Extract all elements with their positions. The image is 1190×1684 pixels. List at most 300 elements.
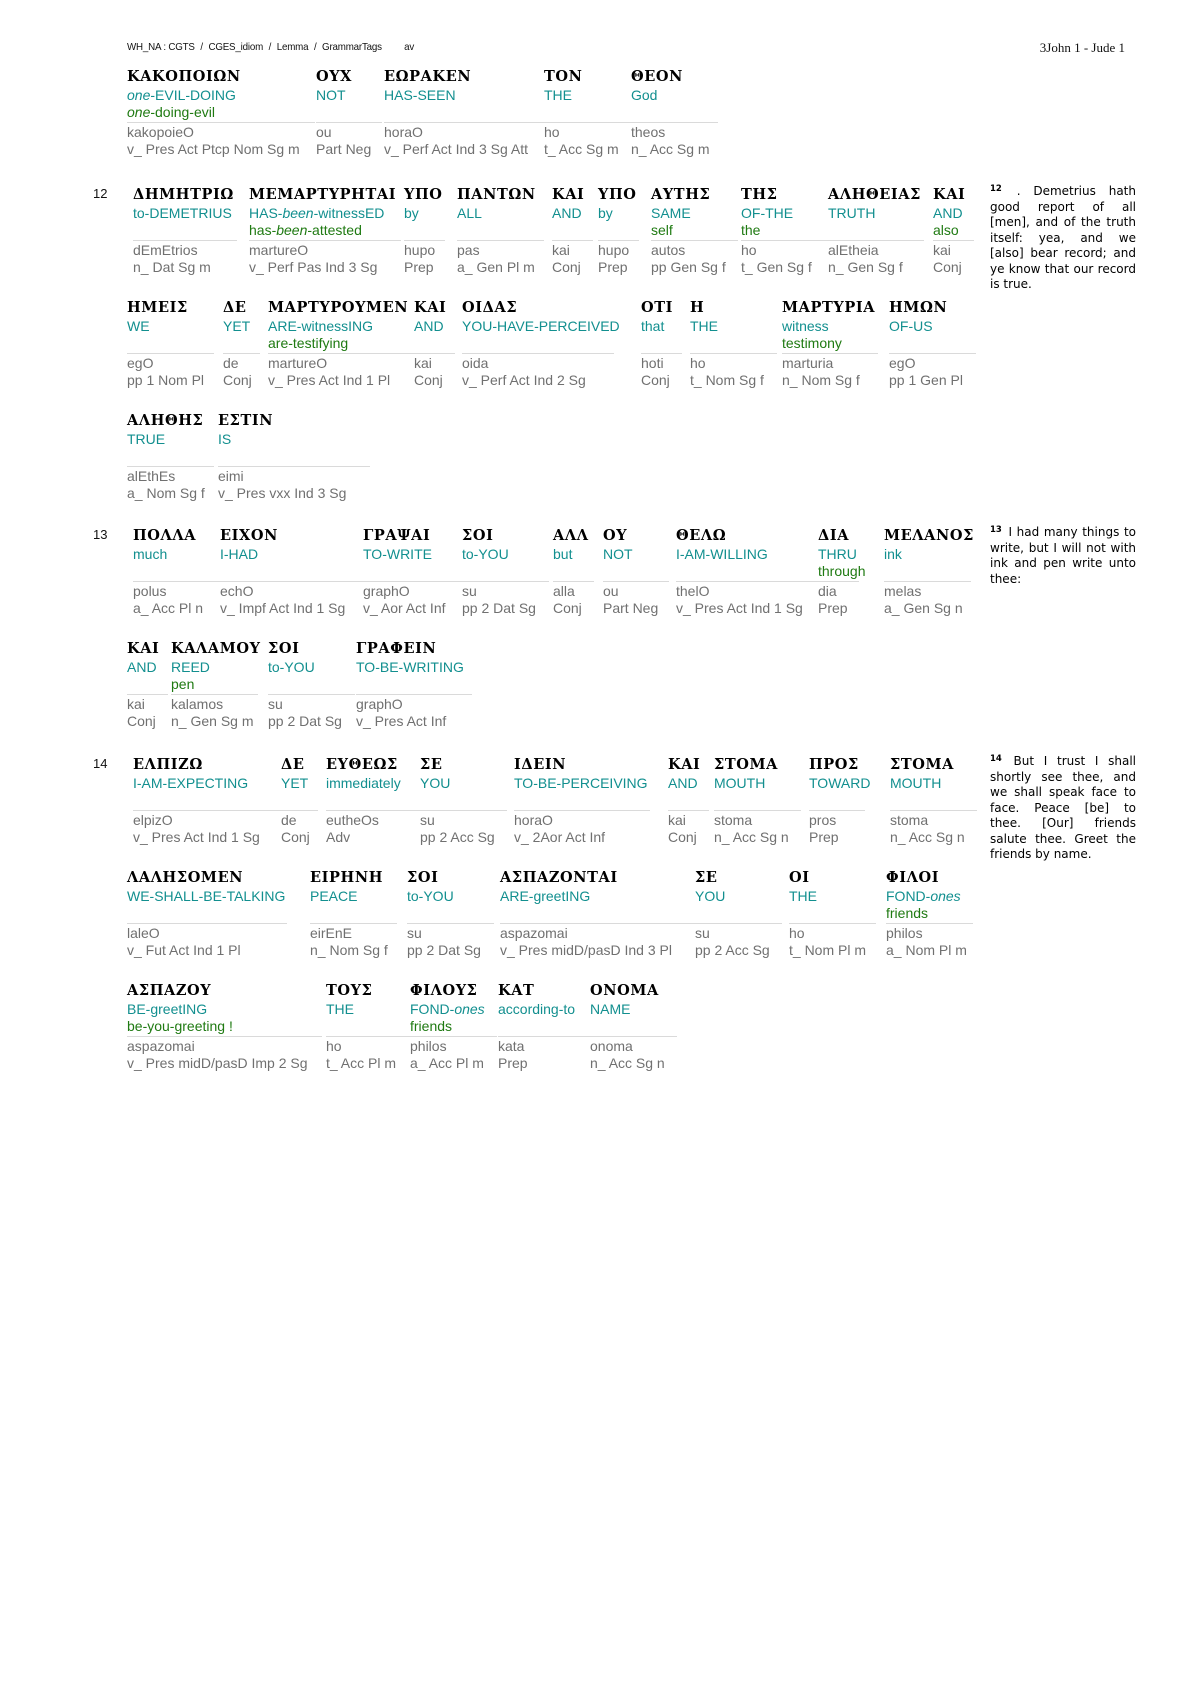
word-column xyxy=(552,186,593,276)
greek-word: ΑΣΠΑΖΟΝΤΑΙ xyxy=(500,869,618,886)
literal-gloss: OF-THE xyxy=(741,205,794,221)
greek-word: ΙΔΕΙΝ xyxy=(514,756,567,773)
gloss-divider xyxy=(462,353,614,354)
greek-word: ΕΥΘΕΩΣ xyxy=(326,756,398,773)
gloss-divider xyxy=(404,240,445,241)
word-column xyxy=(249,186,401,276)
lemma: horaO xyxy=(384,124,423,140)
idiomatic-gloss xyxy=(363,563,472,580)
lemma: echO xyxy=(220,583,254,599)
greek-word: ΚΑΛΑΜΟΥ xyxy=(171,640,261,657)
literal-gloss: WE xyxy=(127,318,150,334)
lemma: elpizO xyxy=(133,812,173,828)
idiomatic-gloss xyxy=(133,222,237,239)
grammar-tag: n_ Gen Sg f xyxy=(828,259,903,275)
word-column xyxy=(809,756,870,846)
grammar-tag: pp 2 Dat Sg xyxy=(407,942,481,958)
word-column xyxy=(127,640,168,730)
word-column xyxy=(553,527,594,617)
lemma: martureO xyxy=(249,242,309,258)
lemma: laleO xyxy=(127,925,160,941)
idiomatic-gloss xyxy=(127,676,168,693)
lemma: kalamos xyxy=(171,696,224,712)
gloss-divider xyxy=(407,923,494,924)
literal-gloss: immediately xyxy=(326,775,401,791)
greek-word: ΕΙΡΗΝΗ xyxy=(310,869,383,886)
lemma: dia xyxy=(818,583,837,599)
grammar-tag: pp 2 Dat Sg xyxy=(462,600,536,616)
gloss-divider xyxy=(590,1036,677,1037)
word-column xyxy=(544,68,631,158)
english-text: I had many things to write, but I will not with ink and pen write unto thee: xyxy=(990,525,1136,586)
idiomatic-gloss xyxy=(603,563,669,580)
interlinear-line xyxy=(0,869,980,979)
lemma: hupo xyxy=(404,242,436,258)
greek-word: ΚΑΙ xyxy=(552,186,585,203)
word-column xyxy=(404,186,445,276)
gloss-divider xyxy=(127,122,315,123)
interlinear-line xyxy=(0,982,980,1092)
grammar-tag: Prep xyxy=(809,829,839,845)
greek-word: ΔΕ xyxy=(223,299,247,316)
literal-gloss: NOT xyxy=(316,87,346,103)
lemma: graphO xyxy=(363,583,410,599)
lemma: martureO xyxy=(268,355,328,371)
greek-word: ΣΟΙ xyxy=(268,640,300,657)
literal-gloss: AND xyxy=(933,205,963,221)
greek-word: Η xyxy=(690,299,705,316)
word-column xyxy=(789,869,876,959)
lemma: philos xyxy=(410,1038,447,1054)
idiomatic-gloss xyxy=(127,448,214,465)
idiomatic-gloss xyxy=(457,222,544,239)
greek-word: ΣΕ xyxy=(695,869,718,886)
greek-word: ΚΑΤ xyxy=(498,982,535,999)
lemma: melas xyxy=(884,583,922,599)
gloss-divider xyxy=(171,694,258,695)
lemma: ho xyxy=(789,925,805,941)
literal-gloss: TO-BE-WRITING xyxy=(356,659,464,675)
greek-word: ΣΟΙ xyxy=(462,527,494,544)
gloss-divider xyxy=(544,122,631,123)
gloss-divider xyxy=(500,923,695,924)
greek-word: ΑΛΛ xyxy=(553,527,589,544)
grammar-tag: t_ Gen Sg f xyxy=(741,259,812,275)
literal-gloss: I-AM-EXPECTING xyxy=(133,775,249,791)
greek-word: ΤΟΥΣ xyxy=(326,982,373,999)
literal-gloss: YOU xyxy=(695,888,726,904)
grammar-tag: pp 2 Acc Sg xyxy=(695,942,770,958)
grammar-tag: t_ Acc Pl m xyxy=(326,1055,397,1071)
idiomatic-gloss xyxy=(789,905,876,922)
word-column xyxy=(420,756,507,846)
idiomatic-gloss xyxy=(676,563,828,580)
gloss-divider xyxy=(741,240,828,241)
literal-gloss: that xyxy=(641,318,665,334)
greek-word: ΤΟΝ xyxy=(544,68,583,85)
idiomatic-gloss xyxy=(462,563,549,580)
idiomatic-gloss: friends xyxy=(886,905,929,921)
interlinear-line xyxy=(0,299,980,409)
lemma: stoma xyxy=(714,812,753,828)
literal-gloss: to-YOU xyxy=(407,888,454,904)
gloss-divider xyxy=(552,240,593,241)
lemma: egO xyxy=(889,355,916,371)
idiomatic-gloss xyxy=(414,335,455,352)
literal-gloss: TRUE xyxy=(127,431,166,447)
gloss-divider xyxy=(631,122,718,123)
grammar-tag: Conj xyxy=(281,829,310,845)
english-text: . Demetrius hath good report of all [men], and of the truth itself: yea, and we [also] bear record; and ye know that our record is true. xyxy=(990,184,1136,291)
lemma: autos xyxy=(651,242,686,258)
idiomatic-gloss xyxy=(544,104,631,121)
lemma: eimi xyxy=(218,468,244,484)
verse-number: 12 xyxy=(93,186,108,201)
grammar-tag: Conj xyxy=(223,372,252,388)
idiomatic-gloss xyxy=(281,792,318,809)
idiomatic-gloss xyxy=(631,104,718,121)
greek-word: ΜΑΡΤΥΡΟΥΜΕΝ xyxy=(268,299,409,316)
grammar-tag: n_ Dat Sg m xyxy=(133,259,211,275)
gloss-divider xyxy=(514,810,650,811)
grammar-tag: Prep xyxy=(818,600,848,616)
grammar-tag: n_ Nom Sg f xyxy=(310,942,388,958)
word-column xyxy=(676,527,828,617)
greek-word: ΕΩΡΑΚΕΝ xyxy=(384,68,472,85)
word-column xyxy=(316,68,382,158)
literal-gloss: TO-BE-PERCEIVING xyxy=(514,775,648,791)
word-column xyxy=(218,412,370,502)
word-column xyxy=(220,527,372,617)
literal-gloss: PEACE xyxy=(310,888,358,904)
literal-gloss: AND xyxy=(668,775,698,791)
greek-word: ΥΠΟ xyxy=(404,186,443,203)
word-column xyxy=(631,68,718,158)
grammar-tag: pp Gen Sg f xyxy=(651,259,726,275)
idiomatic-gloss: through xyxy=(818,563,866,579)
lemma: su xyxy=(462,583,477,599)
word-column xyxy=(818,527,865,617)
lemma: marturia xyxy=(782,355,834,371)
word-column xyxy=(782,299,878,389)
idiomatic-gloss: pen xyxy=(171,676,195,692)
lemma: ho xyxy=(326,1038,342,1054)
grammar-tag: a_ Gen Pl m xyxy=(457,259,535,275)
idiomatic-gloss xyxy=(127,905,287,922)
gloss-divider xyxy=(695,923,782,924)
literal-gloss: I-HAD xyxy=(220,546,259,562)
lemma: de xyxy=(281,812,297,828)
lemma: stoma xyxy=(890,812,929,828)
gloss-divider xyxy=(457,240,544,241)
gloss-divider xyxy=(641,353,682,354)
gloss-divider xyxy=(668,810,709,811)
grammar-tag: a_ Acc Pl m xyxy=(410,1055,484,1071)
gloss-divider xyxy=(127,923,287,924)
word-column xyxy=(884,527,974,617)
lemma: alEtheia xyxy=(828,242,879,258)
idiomatic-gloss xyxy=(641,335,682,352)
lemma: kakopoieO xyxy=(127,124,194,140)
lemma: oida xyxy=(462,355,489,371)
lemma: ho xyxy=(690,355,706,371)
grammar-tag: v_ Impf Act Ind 1 Sg xyxy=(220,600,346,616)
idiomatic-gloss xyxy=(462,335,620,352)
grammar-tag: v_ Pres Act Ind 1 Pl xyxy=(268,372,391,388)
lemma: su xyxy=(268,696,283,712)
greek-word: ΦΙΛΟΥΣ xyxy=(410,982,478,999)
literal-gloss: OF-US xyxy=(889,318,933,334)
word-column xyxy=(223,299,260,389)
literal-gloss: I-AM-WILLING xyxy=(676,546,768,562)
literal-gloss: SAME xyxy=(651,205,691,221)
grammar-tag: v_ Pres midD/pasD Ind 3 Pl xyxy=(500,942,672,958)
gloss-divider xyxy=(603,581,669,582)
greek-word: ΘΕΟΝ xyxy=(631,68,683,85)
greek-word: ΚΑΙ xyxy=(414,299,447,316)
greek-word: ΣΟΙ xyxy=(407,869,439,886)
word-column xyxy=(127,68,315,158)
word-column xyxy=(590,982,677,1072)
word-column xyxy=(127,412,214,502)
literal-gloss: TRUTH xyxy=(828,205,876,221)
greek-word: ΣΤΟΜΑ xyxy=(890,756,954,773)
gloss-divider xyxy=(933,240,974,241)
idiomatic-gloss: are-testifying xyxy=(268,335,349,351)
word-column xyxy=(462,299,620,389)
greek-word: ΕΛΠΙΖΩ xyxy=(133,756,203,773)
lemma: kai xyxy=(552,242,570,258)
literal-gloss: but xyxy=(553,546,573,562)
word-column xyxy=(407,869,494,959)
lemma: philos xyxy=(886,925,923,941)
greek-word: ΑΥΤΗΣ xyxy=(651,186,711,203)
gloss-divider xyxy=(281,810,318,811)
word-column xyxy=(384,68,565,158)
gloss-divider xyxy=(133,810,285,811)
grammar-tag: n_ Acc Sg n xyxy=(714,829,789,845)
word-column xyxy=(326,982,413,1072)
grammar-tag: Conj xyxy=(127,713,156,729)
greek-word: ΗΜΕΙΣ xyxy=(127,299,188,316)
grammar-tag: Part Neg xyxy=(603,600,659,616)
idiomatic-gloss xyxy=(326,792,422,809)
lemma: su xyxy=(420,812,435,828)
lemma: onoma xyxy=(590,1038,633,1054)
gloss-divider xyxy=(356,694,472,695)
literal-gloss: THE xyxy=(544,87,572,103)
literal-gloss: NAME xyxy=(590,1001,631,1017)
gloss-divider xyxy=(889,353,976,354)
interlinear-line xyxy=(0,68,980,178)
lemma: su xyxy=(695,925,710,941)
gloss-divider xyxy=(127,353,214,354)
literal-gloss: HAS-SEEN xyxy=(384,87,456,103)
literal-gloss: to-YOU xyxy=(462,546,509,562)
gloss-divider xyxy=(890,810,977,811)
literal-gloss: much xyxy=(133,546,168,562)
lemma: pas xyxy=(457,242,480,258)
grammar-tag: v_ Pres Act Inf xyxy=(356,713,447,729)
literal-gloss: TOWARD xyxy=(809,775,871,791)
gloss-divider xyxy=(363,581,472,582)
gloss-divider xyxy=(828,240,924,241)
grammar-tag: pp 1 Gen Pl xyxy=(889,372,963,388)
gloss-divider xyxy=(886,923,973,924)
interlinear-line xyxy=(0,412,980,522)
grammar-tag: a_ Nom Pl m xyxy=(886,942,967,958)
literal-gloss: AND xyxy=(414,318,444,334)
gloss-divider xyxy=(410,1036,497,1037)
verse-number: 13 xyxy=(93,527,108,542)
header-label-text: WH_NA : CGTS xyxy=(127,41,195,53)
greek-word: ΟΥ xyxy=(603,527,628,544)
greek-word: ΠΟΛΛΑ xyxy=(133,527,197,544)
greek-word: ΣΕ xyxy=(420,756,443,773)
lemma: eirEnE xyxy=(310,925,353,941)
grammar-tag: pp 2 Dat Sg xyxy=(268,713,342,729)
idiomatic-gloss xyxy=(498,1018,602,1035)
lemma: ho xyxy=(741,242,757,258)
gloss-divider xyxy=(676,581,828,582)
greek-word: ΚΑΙ xyxy=(127,640,160,657)
english-translation xyxy=(990,754,1136,863)
interlinear-line xyxy=(0,186,980,296)
gloss-divider xyxy=(884,581,971,582)
lemma: kai xyxy=(414,355,432,371)
lemma: de xyxy=(223,355,239,371)
word-column xyxy=(414,299,455,389)
literal-gloss: REED xyxy=(171,659,210,675)
gloss-divider xyxy=(133,581,220,582)
english-verse-number: 14 xyxy=(990,754,1002,764)
lemma: horaO xyxy=(514,812,553,828)
greek-word: ΕΙΧΟΝ xyxy=(220,527,278,544)
grammar-tag: t_ Nom Pl m xyxy=(789,942,867,958)
grammar-tag: Conj xyxy=(641,372,670,388)
lemma: egO xyxy=(127,355,154,371)
greek-word: ΚΑΙ xyxy=(933,186,966,203)
idiomatic-gloss xyxy=(714,792,801,809)
grammar-tag: n_ Nom Sg f xyxy=(782,372,860,388)
greek-word: ΜΕΜΑΡΤΥΡΗΤΑΙ xyxy=(249,186,397,203)
idiomatic-gloss xyxy=(133,792,285,809)
grammar-tag: a_ Acc Pl n xyxy=(133,600,204,616)
lemma: su xyxy=(407,925,422,941)
word-column xyxy=(933,186,974,276)
grammar-tag: v_ Pres Act Ptcp Nom Sg m xyxy=(127,141,300,157)
idiomatic-gloss: self xyxy=(651,222,673,238)
word-column xyxy=(668,756,709,846)
gloss-divider xyxy=(789,923,876,924)
idiomatic-gloss xyxy=(690,335,777,352)
lemma: kata xyxy=(498,1038,525,1054)
header-left: WH_NA : CGTS / CGES_idiom / Lemma / GrammarTags av xyxy=(127,41,415,53)
gloss-divider xyxy=(249,240,401,241)
word-column xyxy=(690,299,777,389)
greek-word: ΟΙ xyxy=(789,869,810,886)
lemma: kai xyxy=(933,242,951,258)
idiomatic-gloss xyxy=(553,563,594,580)
lemma: dEmEtrios xyxy=(133,242,198,258)
gloss-divider xyxy=(326,1036,413,1037)
greek-word: ΟΙΔΑΣ xyxy=(462,299,518,316)
gloss-divider xyxy=(310,923,397,924)
word-column xyxy=(462,527,549,617)
word-column xyxy=(714,756,801,846)
grammar-tag: n_ Gen Sg m xyxy=(171,713,254,729)
gloss-divider xyxy=(651,240,738,241)
grammar-tag: Conj xyxy=(933,259,962,275)
word-column xyxy=(268,299,420,389)
gloss-divider xyxy=(326,810,422,811)
idiomatic-gloss xyxy=(500,905,695,922)
english-translation xyxy=(990,184,1136,293)
literal-gloss: to-DEMETRIUS xyxy=(133,205,232,221)
word-column xyxy=(603,527,669,617)
grammar-tag: Adv xyxy=(326,829,351,845)
literal-gloss: ALL xyxy=(457,205,482,221)
lemma: alEthEs xyxy=(127,468,176,484)
literal-gloss: WE-SHALL-BE-TALKING xyxy=(127,888,286,904)
header-book-range: 3John 1 - Jude 1 xyxy=(1039,40,1125,55)
literal-gloss: according-to xyxy=(498,1001,576,1017)
word-column xyxy=(356,640,472,730)
lemma: eutheOs xyxy=(326,812,379,828)
literal-gloss: MOUTH xyxy=(890,775,942,791)
grammar-tag: Part Neg xyxy=(316,141,372,157)
literal-gloss: THE xyxy=(326,1001,354,1017)
greek-word: ΓΡΑΨΑΙ xyxy=(363,527,431,544)
lemma: pros xyxy=(809,812,837,828)
idiomatic-gloss: the xyxy=(741,222,761,238)
gloss-divider xyxy=(498,1036,602,1037)
idiomatic-gloss xyxy=(890,792,977,809)
word-column xyxy=(889,299,976,389)
idiomatic-gloss xyxy=(590,1018,677,1035)
idiomatic-gloss xyxy=(310,905,397,922)
idiomatic-gloss xyxy=(326,1018,413,1035)
literal-gloss: to-YOU xyxy=(268,659,315,675)
literal-gloss: THE xyxy=(789,888,817,904)
word-column xyxy=(500,869,695,959)
idiomatic-gloss xyxy=(127,335,214,352)
idiomatic-gloss xyxy=(404,222,445,239)
gloss-divider xyxy=(218,466,370,467)
grammar-tag: t_ Acc Sg m xyxy=(544,141,619,157)
greek-word: ΔΙΑ xyxy=(818,527,850,544)
idiomatic-gloss xyxy=(316,104,382,121)
grammar-tag: Prep xyxy=(404,259,434,275)
literal-gloss: IS xyxy=(218,431,232,447)
literal-gloss: God xyxy=(631,87,658,103)
english-text: But I trust I shall shortly see thee, and we shall speak face to face. Peace [be] to thee. [Our] friends salute thee. Greet the friends by name. xyxy=(990,754,1136,861)
idiomatic-gloss xyxy=(133,563,220,580)
idiomatic-gloss xyxy=(552,222,593,239)
gloss-divider xyxy=(127,1036,322,1037)
greek-word: ΕΣΤΙΝ xyxy=(218,412,274,429)
literal-gloss: MOUTH xyxy=(714,775,766,791)
word-column xyxy=(514,756,650,846)
lemma: ou xyxy=(316,124,332,140)
grammar-tag: t_ Nom Sg f xyxy=(690,372,764,388)
gloss-divider xyxy=(818,581,859,582)
literal-gloss: TO-WRITE xyxy=(363,546,432,562)
gloss-divider xyxy=(127,466,214,467)
gloss-divider xyxy=(414,353,455,354)
grammar-tag: n_ Acc Sg m xyxy=(631,141,710,157)
idiomatic-gloss xyxy=(889,335,976,352)
